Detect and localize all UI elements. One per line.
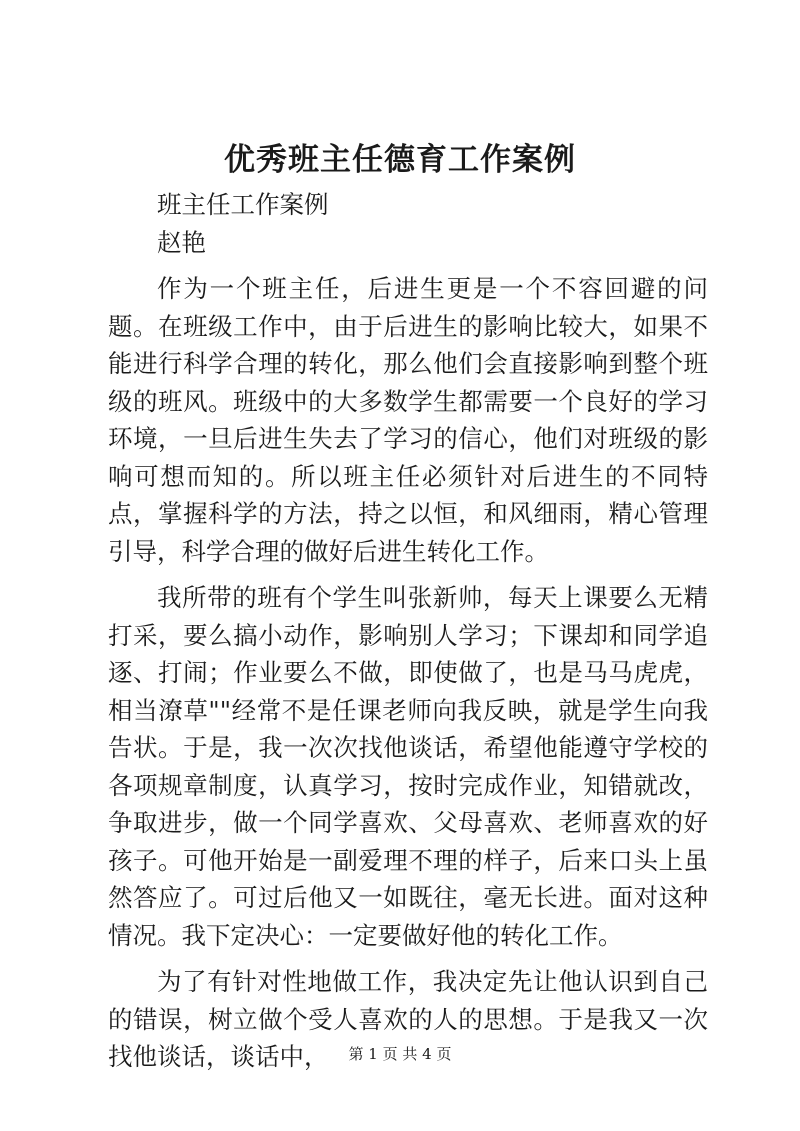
- paragraph-3: 为了有针对性地做工作，我决定先让他认识到自己的错误，树立做个受人喜欢的人的思想。于是我又一次找他谈话，谈话中，: [108, 967, 708, 1071]
- document-body: [108, 186, 708, 1085]
- document-title: 优秀班主任德育工作案例: [224, 142, 576, 178]
- author-line: 赵艳: [157, 227, 206, 257]
- page-number-footer: 第 1 页 共 4 页: [348, 1045, 452, 1063]
- paragraph-2: 我所带的班有个学生叫张新帅，每天上课要么无精打采，要么搞小动作，影响别人学习；下课却和同学追逐、打闹；作业要么不做，即使做了，也是马马虎虎，相当潦草""经常不是任课老师向我反映，就是学生向我告状。于是，我一次次找他谈话，希望他能遵守学校的各项规章制度，认真学习，按时完成作业，知错就改，争取进步，做一个同学喜欢、父母喜欢、老师喜欢的好孩子。可他开始是一副爱理不理的样子，后来口头上虽然答应了。可过后他又一如既往，毫无长进。面对这种情况。我下定决心：一定要做好他的转化工作。: [108, 583, 708, 950]
- subtitle-line: 班主任工作案例: [157, 190, 329, 219]
- paragraph-1: 作为一个班主任，后进生更是一个不容回避的问题。在班级工作中，由于后进生的影响比较大，如果不能进行科学合理的转化，那么他们会直接影响到整个班级的班风。班级中的大多数学生都需要一个良好的学习环境，一旦后进生失去了学习的信心，他们对班级的影响可想而知的。所以班主任必须针对后进生的不同特点，掌握科学的方法，持之以恒，和风细雨，精心管理引导，科学合理的做好后进生转化工作。: [108, 274, 708, 566]
